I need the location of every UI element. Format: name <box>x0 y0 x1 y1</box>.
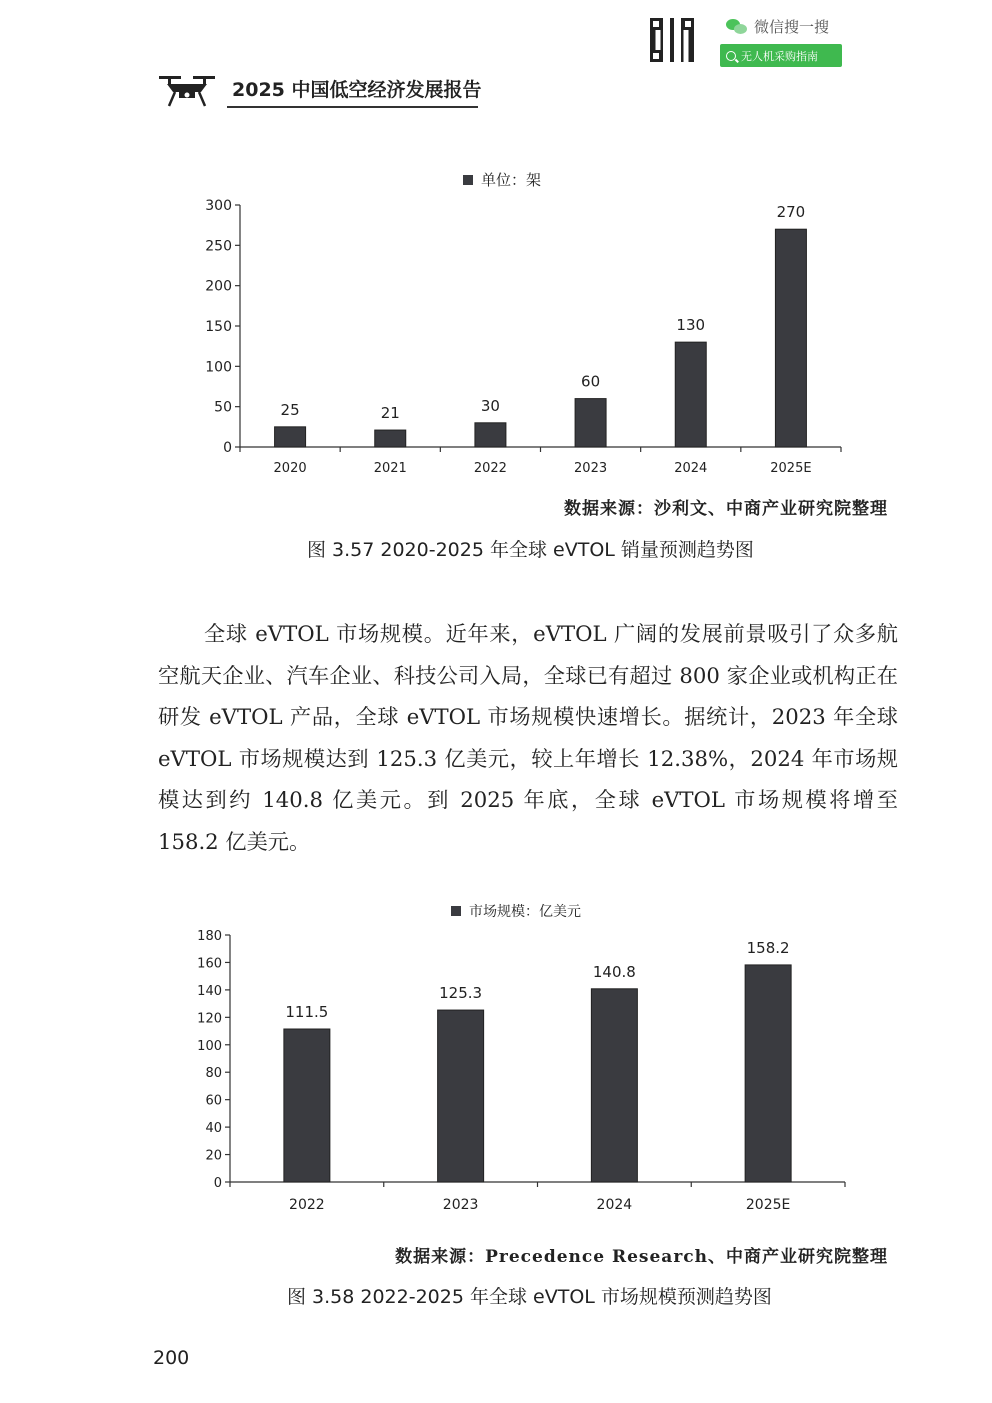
y-tick-label: 80 <box>205 1066 222 1082</box>
y-tick-label: 0 <box>213 1176 222 1191</box>
data-label: 125.3 <box>439 984 483 1003</box>
y-tick-label: 160 <box>197 956 222 972</box>
data-label: 60 <box>581 372 601 391</box>
data-label: 111.5 <box>285 1002 329 1021</box>
figure2-caption: 图 3.58 2022-2025 年全球 eVTOL 市场规模预测趋势图 <box>287 1286 772 1308</box>
bar-2022 <box>284 1029 330 1182</box>
y-tick-label: 250 <box>205 238 232 255</box>
data-label: 158.2 <box>746 938 790 957</box>
figure1-caption: 图 3.57 2020-2025 年全球 eVTOL 销量预测趋势图 <box>307 539 754 561</box>
y-tick-label: 40 <box>205 1121 222 1137</box>
legend-label: 单位：架 <box>481 171 542 189</box>
x-tick-label: 2020 <box>273 461 307 476</box>
figure1-source: 数据来源：沙利文、中商产业研究院整理 <box>564 499 888 519</box>
bar-2024 <box>591 989 637 1182</box>
data-label: 130 <box>676 316 706 335</box>
bar-2023 <box>438 1010 484 1182</box>
legend-label: 市场规模：亿美元 <box>469 904 581 920</box>
data-label: 140.8 <box>592 962 636 981</box>
report-title: 2025 中国低空经济发展报告 <box>232 79 482 101</box>
bar-2025E <box>745 965 791 1182</box>
x-tick-label: 2023 <box>442 1197 479 1213</box>
data-label: 21 <box>380 404 400 423</box>
x-tick-label: 2025E <box>770 461 812 476</box>
wechat-search-text: 无人机采购指南 <box>741 49 818 63</box>
x-tick-label: 2025E <box>745 1197 791 1213</box>
data-label: 25 <box>280 400 300 419</box>
x-tick-label: 2023 <box>574 461 608 476</box>
x-tick-label: 2022 <box>473 461 507 476</box>
figure2-source: 数据来源：Precedence Research、中商产业研究院整理 <box>395 1247 888 1267</box>
y-tick-label: 100 <box>197 1038 222 1054</box>
x-tick-label: 2024 <box>674 461 708 476</box>
data-label: 30 <box>480 396 500 415</box>
x-tick-label: 2022 <box>289 1197 325 1213</box>
y-tick-label: 120 <box>197 1011 222 1027</box>
y-tick-label: 0 <box>223 440 232 456</box>
y-tick-label: 200 <box>205 278 232 295</box>
y-tick-label: 300 <box>205 198 232 214</box>
y-tick-label: 140 <box>197 983 222 999</box>
wechat-label-text: 微信搜一搜 <box>754 18 830 36</box>
x-tick-label: 2021 <box>373 461 407 476</box>
y-tick-label: 60 <box>205 1093 222 1109</box>
y-tick-label: 180 <box>197 929 222 944</box>
legend-swatch <box>451 906 461 916</box>
y-tick-label: 20 <box>205 1148 222 1164</box>
page-number: 200 <box>153 1347 190 1369</box>
y-tick-label: 100 <box>205 359 232 376</box>
y-tick-label: 150 <box>205 319 232 335</box>
paragraph-text: 全球 eVTOL 市场规模。近年来，eVTOL 广阔的发展前景吸引了众多航空航天企业、汽车企业、科技公司入局，全球已有超过 800 家企业或机构正在研发 eVTOL 产品，全球 eVTOL 市场规模快速增长。据统计，2023 年全球 eVTOL 市场规模达到 125.3 亿美元，较上年增长 12.38%，2024 年市场规模达到约 140.8 亿美元。到 2025 年底，全球 eVTOL 市场规模将增至 158.2 亿美元。 <box>158 621 898 854</box>
data-label: 270 <box>776 203 806 222</box>
x-tick-label: 2024 <box>596 1197 633 1213</box>
y-tick-label: 50 <box>214 399 232 416</box>
